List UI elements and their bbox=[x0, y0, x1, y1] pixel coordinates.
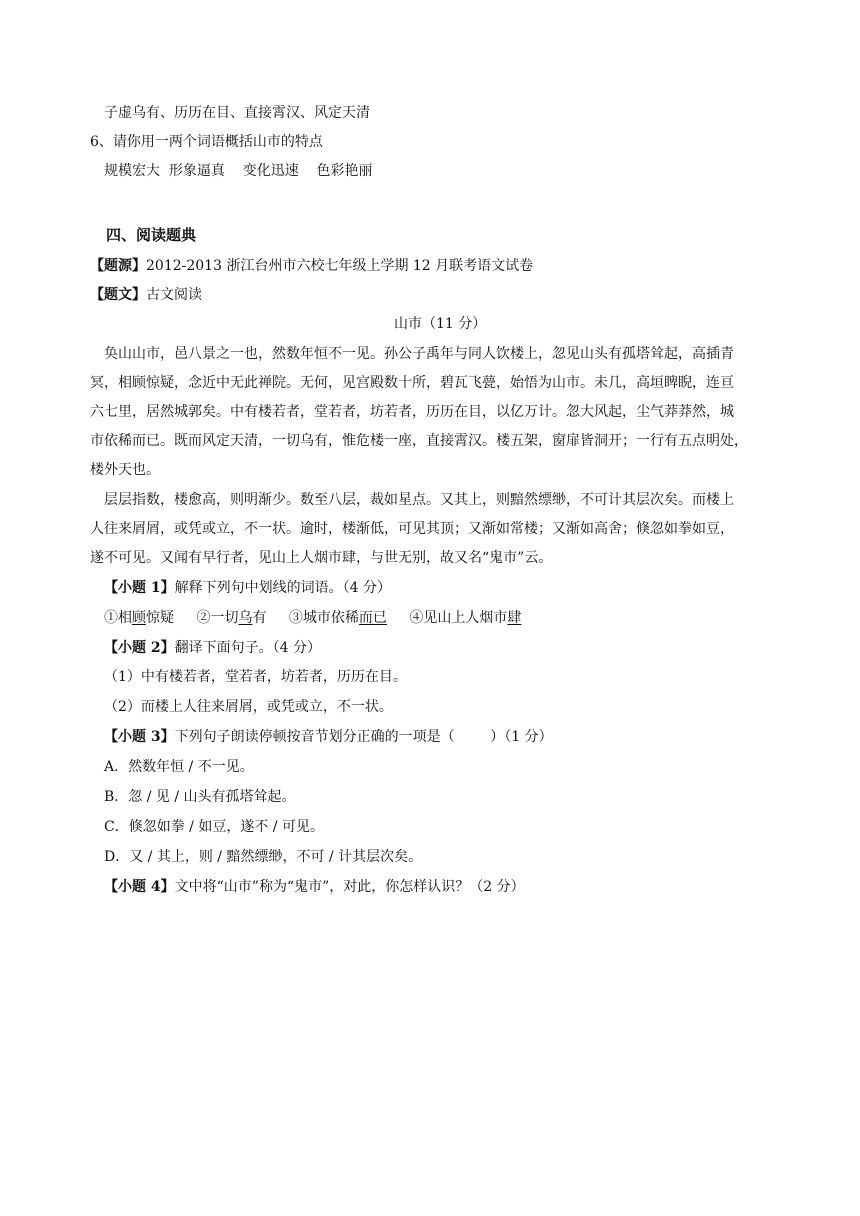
passage-line: 人往来屑屑，或凭或立，不一状。逾时，楼渐低，可见其顶；又渐如常楼；又渐如高舍；倏忽如拳如豆， bbox=[90, 521, 734, 537]
passage-title: 山市（11 分） bbox=[394, 316, 487, 332]
question-2-tag: 【小题 2】 bbox=[104, 640, 175, 656]
option-a: A．然数年恒 / 不一见。 bbox=[104, 759, 254, 775]
source-line bbox=[90, 256, 533, 276]
option-d: D．又 / 其上，则 / 黯然缥缈，不可 / 计其层次矣。 bbox=[104, 849, 423, 865]
source-tag: 【题源】 bbox=[90, 258, 146, 274]
question-3 bbox=[104, 727, 553, 747]
answer-idioms: 子虚乌有、历历在目、直接霄汉、风定天清 bbox=[104, 105, 370, 121]
question-4-text: 文中将“山市”称为“鬼市”，对此，你怎样认识？（2 分） bbox=[174, 879, 525, 895]
question-2-sentence-2: （2）而楼上人往来屑屑，或凭或立，不一状。 bbox=[104, 699, 393, 715]
question-4 bbox=[104, 877, 525, 897]
answer-6: 规模宏大 形象逼真 变化迅速 色彩艳丽 bbox=[104, 163, 373, 179]
passage-line: 楼外天也。 bbox=[90, 462, 160, 478]
question-1-item: ③城市依稀而已 bbox=[288, 610, 387, 626]
topic-tag: 【题文】 bbox=[90, 287, 146, 303]
question-3-tag: 【小题 3】 bbox=[104, 729, 175, 745]
topic-text: 古文阅读 bbox=[146, 287, 202, 303]
question-1-text: 解释下列句中划线的词语。（4 分） bbox=[174, 580, 391, 596]
passage-line: 冥，相顾惊疑，念近中无此禅院。无何，见宫殿数十所，碧瓦飞甍，始悟为山市。未几，高垣睥睨，连亘 bbox=[90, 375, 734, 391]
passage-line: 遂不可见。又闻有早行者，见山上人烟市肆，与世无别，故又名“鬼市”云。 bbox=[90, 550, 553, 566]
question-2-text: 翻译下面句子。（4 分） bbox=[174, 640, 321, 656]
question-1-item: ②一切乌有 bbox=[196, 610, 267, 626]
question-2 bbox=[104, 638, 321, 658]
option-b: B．忽 / 见 / 山头有孤塔耸起。 bbox=[104, 789, 296, 805]
source-text: 2012-2013 浙江台州市六校七年级上学期 12 月联考语文试卷 bbox=[146, 258, 534, 274]
passage-line: 层层指数，楼愈高，则明渐少。数至八层，裁如星点。又其上，则黯然缥缈，不可计其层次矣。而楼上 bbox=[104, 492, 734, 508]
question-1-item: ①相顾惊疑 bbox=[104, 610, 174, 626]
passage-line: 奂山山市，邑八景之一也，然数年恒不一见。孙公子禹年与同人饮楼上，忽见山头有孤塔耸起，高插青 bbox=[104, 346, 734, 362]
question-1-item: ④见山上人烟市肆 bbox=[409, 610, 522, 626]
question-3-text: 下列句子朗读停顿按音节划分正确的一项是（ ）（1 分） bbox=[174, 729, 553, 745]
question-6: 6、请你用一两个词语概括山市的特点 bbox=[90, 134, 323, 150]
topic-line bbox=[90, 285, 202, 305]
question-1-tag: 【小题 1】 bbox=[104, 580, 175, 596]
question-1 bbox=[104, 578, 391, 598]
passage-line: 六七里，居然城郭矣。中有楼若者，堂若者，坊若者，历历在目，以亿万计。忽大风起，尘气莽莽然，城 bbox=[90, 404, 734, 420]
question-2-sentence-1: （1）中有楼若者，堂若者，坊若者，历历在目。 bbox=[104, 669, 407, 685]
section-heading: 四、阅读题典 bbox=[106, 226, 197, 244]
option-c: C．倏忽如拳 / 如豆，遂不 / 可见。 bbox=[104, 819, 324, 835]
question-4-tag: 【小题 4】 bbox=[104, 879, 175, 895]
passage-line: 市依稀而已。既而风定天清，一切乌有，惟危楼一座，直接霄汉。楼五架，窗扉皆洞开；一行有五点明处， bbox=[90, 433, 748, 449]
question-1-items bbox=[104, 608, 521, 628]
